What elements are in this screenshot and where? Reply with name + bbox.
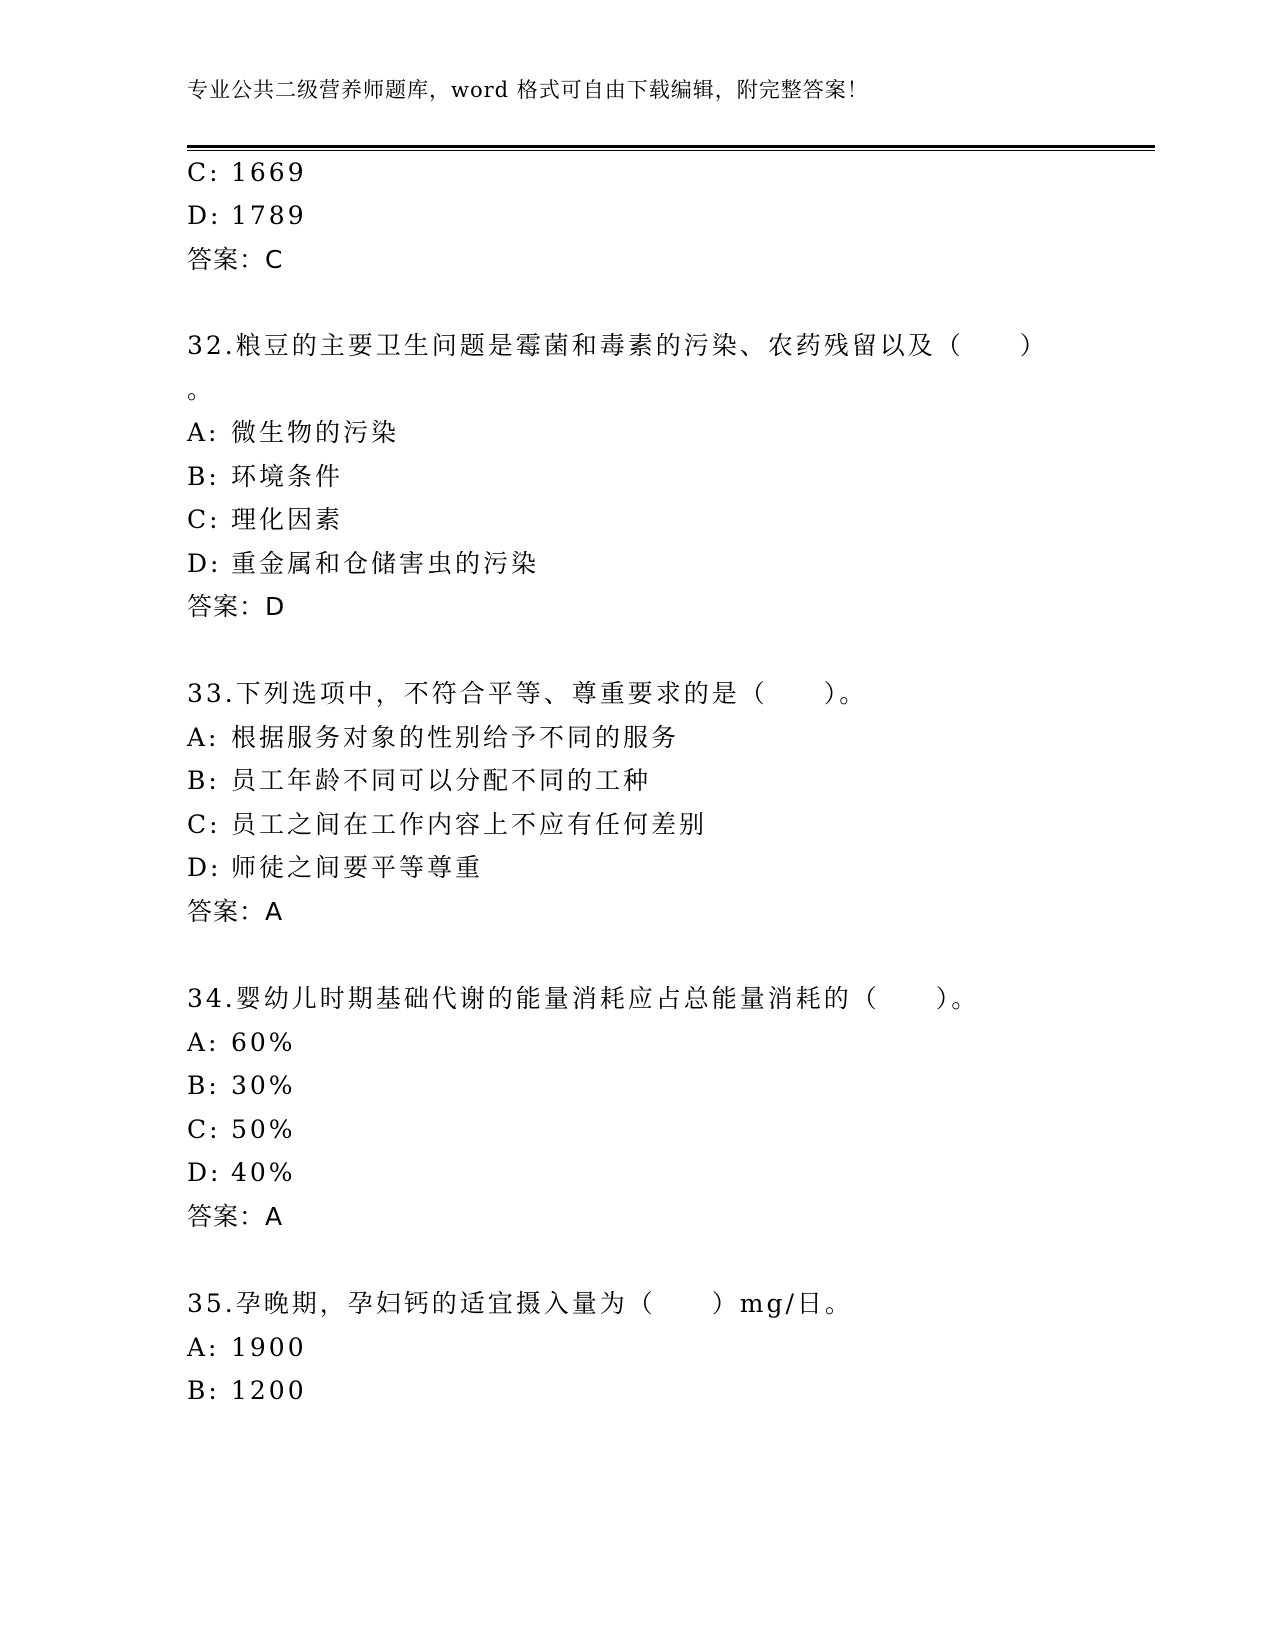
question-stem: 34.婴幼儿时期基础代谢的能量消耗应占总能量消耗的（ ）。 bbox=[187, 984, 980, 1013]
option-letter: A: bbox=[187, 723, 220, 752]
option-text: 60% bbox=[231, 1028, 296, 1057]
option-letter: B: bbox=[187, 766, 220, 795]
option-text: 1669 bbox=[231, 158, 307, 187]
option-b bbox=[187, 1376, 307, 1406]
option-a bbox=[187, 1333, 307, 1363]
option-text: 50% bbox=[231, 1115, 296, 1144]
option-c bbox=[187, 810, 707, 840]
answer-line: 答案：D bbox=[187, 592, 286, 621]
option-d bbox=[187, 853, 483, 883]
option-letter: B: bbox=[187, 462, 220, 491]
option-text: 根据服务对象的性别给予不同的服务 bbox=[231, 723, 680, 752]
option-text: 重金属和仓储害虫的污染 bbox=[231, 549, 540, 578]
question-stem: 33.下列选项中，不符合平等、尊重要求的是（ ）。 bbox=[187, 679, 868, 708]
option-text: 30% bbox=[231, 1071, 296, 1100]
option-letter: C: bbox=[187, 505, 221, 534]
option-letter: D: bbox=[187, 549, 222, 578]
option-text: 1789 bbox=[231, 201, 307, 230]
header-divider-thick bbox=[187, 145, 1155, 148]
option-letter: B: bbox=[187, 1071, 220, 1100]
option-a bbox=[187, 723, 679, 753]
option-text: 微生物的污染 bbox=[231, 418, 400, 447]
option-d bbox=[187, 1158, 296, 1188]
option-letter: D: bbox=[187, 201, 222, 230]
question-stem: 35.孕晚期，孕妇钙的适宜摄入量为（ ）mg/日。 bbox=[187, 1289, 853, 1318]
option-text: 理化因素 bbox=[231, 505, 344, 534]
option-letter: D: bbox=[187, 853, 222, 882]
option-letter: A: bbox=[187, 418, 220, 447]
answer-line: 答案：A bbox=[187, 1202, 284, 1231]
option-text: 员工年龄不同可以分配不同的工种 bbox=[231, 766, 652, 795]
option-b bbox=[187, 1071, 296, 1101]
option-text: 师徒之间要平等尊重 bbox=[231, 853, 484, 882]
option-text: 员工之间在工作内容上不应有任何差别 bbox=[231, 810, 708, 839]
option-c bbox=[187, 158, 307, 188]
option-text: 环境条件 bbox=[231, 462, 344, 491]
option-text: 1200 bbox=[231, 1376, 307, 1405]
option-letter: A: bbox=[187, 1333, 220, 1362]
option-d bbox=[187, 201, 307, 231]
option-d bbox=[187, 549, 539, 579]
option-letter: C: bbox=[187, 810, 221, 839]
option-text: 40% bbox=[231, 1158, 296, 1187]
answer-line: 答案：A bbox=[187, 897, 284, 926]
option-letter: C: bbox=[187, 158, 221, 187]
option-letter: C: bbox=[187, 1115, 221, 1144]
page-header: 专业公共二级营养师题库，word 格式可自由下载编辑，附完整答案！ bbox=[187, 78, 869, 102]
answer-line: 答案：C bbox=[187, 245, 284, 274]
option-letter: B: bbox=[187, 1376, 220, 1405]
option-a bbox=[187, 418, 399, 448]
option-b bbox=[187, 766, 651, 796]
question-stem: 32.粮豆的主要卫生问题是霉菌和毒素的污染、农药残留以及（ ） bbox=[187, 331, 1048, 360]
option-letter: D: bbox=[187, 1158, 222, 1187]
header-divider-thin bbox=[187, 150, 1155, 151]
option-text: 1900 bbox=[231, 1333, 307, 1362]
option-letter: A: bbox=[187, 1028, 220, 1057]
option-b bbox=[187, 462, 343, 492]
question-stem-continuation: 。 bbox=[187, 375, 216, 404]
option-a bbox=[187, 1028, 296, 1058]
option-c bbox=[187, 1115, 296, 1145]
option-c bbox=[187, 505, 343, 535]
